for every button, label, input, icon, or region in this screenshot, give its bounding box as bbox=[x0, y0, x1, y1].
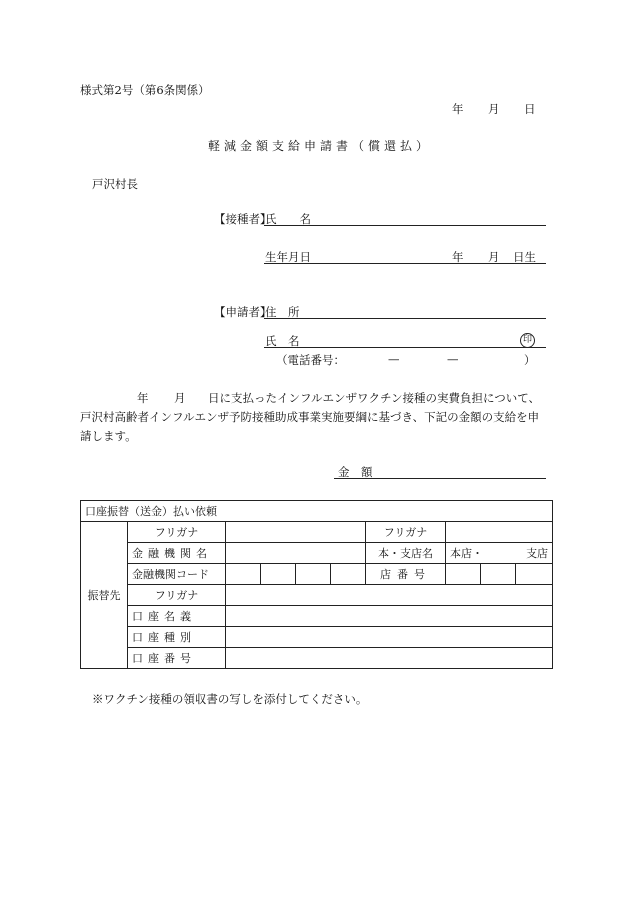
date-year: 年 bbox=[452, 102, 464, 116]
applicant-section: 【申請者】 bbox=[214, 305, 272, 319]
institution-code-digit-2[interactable] bbox=[261, 564, 296, 585]
account-holder-field[interactable] bbox=[226, 606, 553, 627]
page-title: 軽減金額支給申請書（償還払） bbox=[208, 139, 433, 153]
phone-sep-2: — bbox=[447, 352, 459, 366]
branch-furigana-field[interactable] bbox=[446, 522, 553, 543]
body-line-3: 請します。 bbox=[80, 429, 137, 443]
amount-field[interactable] bbox=[334, 478, 546, 479]
branch-name-field[interactable] bbox=[446, 543, 553, 564]
institution-furigana-label: フリガナ bbox=[128, 522, 226, 543]
vaccinee-section: 【接種者】 bbox=[214, 212, 272, 226]
branch-furigana-label: フリガナ bbox=[366, 522, 446, 543]
address-field[interactable] bbox=[264, 318, 546, 319]
phone-sep-1: — bbox=[388, 352, 400, 366]
account-number-label: 口座番号 bbox=[128, 648, 226, 669]
seal-mark bbox=[520, 331, 535, 348]
vaccinee-name-label: 氏 名 bbox=[265, 212, 311, 226]
address-label: 住 所 bbox=[265, 305, 300, 319]
transfer-destination-label: 振替先 bbox=[81, 522, 128, 669]
branch-name-label: 本・支店名 bbox=[366, 543, 446, 564]
institution-code-digit-4[interactable] bbox=[331, 564, 366, 585]
institution-code-digit-3[interactable] bbox=[296, 564, 331, 585]
branch-number-digit-2[interactable] bbox=[481, 564, 516, 585]
institution-name-label: 金融機関名 bbox=[128, 543, 226, 564]
birth-month: 月 bbox=[488, 250, 500, 264]
date-day: 日 bbox=[524, 102, 536, 116]
institution-code-label: 金融機関コード bbox=[128, 564, 226, 585]
account-number-field[interactable] bbox=[226, 648, 553, 669]
receipt-note: ※ワクチン接種の領収書の写しを添付してください。 bbox=[92, 692, 368, 706]
branch-number-digit-3[interactable] bbox=[516, 564, 553, 585]
account-type-field[interactable] bbox=[226, 627, 553, 648]
phone-label: （電話番号： bbox=[276, 353, 345, 367]
account-furigana-field[interactable] bbox=[226, 585, 553, 606]
phone-close: ） bbox=[524, 353, 536, 367]
form-number: 様式第2号（第6条関係） bbox=[80, 83, 210, 97]
honten-text: 本店・ bbox=[450, 547, 483, 560]
date-month: 月 bbox=[488, 102, 500, 116]
account-furigana-label: フリガナ bbox=[128, 585, 226, 606]
institution-code-digit-1[interactable] bbox=[226, 564, 261, 585]
account-holder-label: 口座名義 bbox=[128, 606, 226, 627]
body-year: 年 bbox=[137, 391, 149, 405]
body-line-2: 戸沢村高齢者インフルエンザ予防接種助成事業実施要綱に基づき、下記の金額の支給を申 bbox=[80, 410, 540, 424]
amount-label: 金 額 bbox=[338, 465, 373, 479]
applicant-name-field[interactable] bbox=[264, 347, 546, 348]
institution-furigana-field[interactable] bbox=[226, 522, 366, 543]
institution-name-field[interactable] bbox=[226, 543, 366, 564]
birth-day: 日生 bbox=[513, 250, 536, 264]
vaccinee-name-field[interactable] bbox=[264, 225, 546, 226]
branch-number-label: 店番号 bbox=[366, 564, 446, 585]
addressee: 戸沢村長 bbox=[92, 177, 138, 191]
body-month: 月 bbox=[174, 391, 186, 405]
birthdate-field[interactable] bbox=[264, 263, 546, 264]
birthdate-label: 生年月日 bbox=[265, 250, 311, 264]
applicant-name-label: 氏 名 bbox=[265, 334, 300, 348]
bank-transfer-table bbox=[80, 500, 553, 669]
birth-year: 年 bbox=[452, 250, 464, 264]
branch-number-digit-1[interactable] bbox=[446, 564, 481, 585]
shiten-text: 支店 bbox=[526, 547, 549, 560]
seal-text: 印 bbox=[520, 333, 535, 348]
account-type-label: 口座種別 bbox=[128, 627, 226, 648]
body-line-1: 日に支払ったインフルエンザワクチン接種の実費負担について、 bbox=[208, 391, 541, 405]
bank-table-header: 口座振替（送金）払い依頼 bbox=[81, 501, 553, 522]
